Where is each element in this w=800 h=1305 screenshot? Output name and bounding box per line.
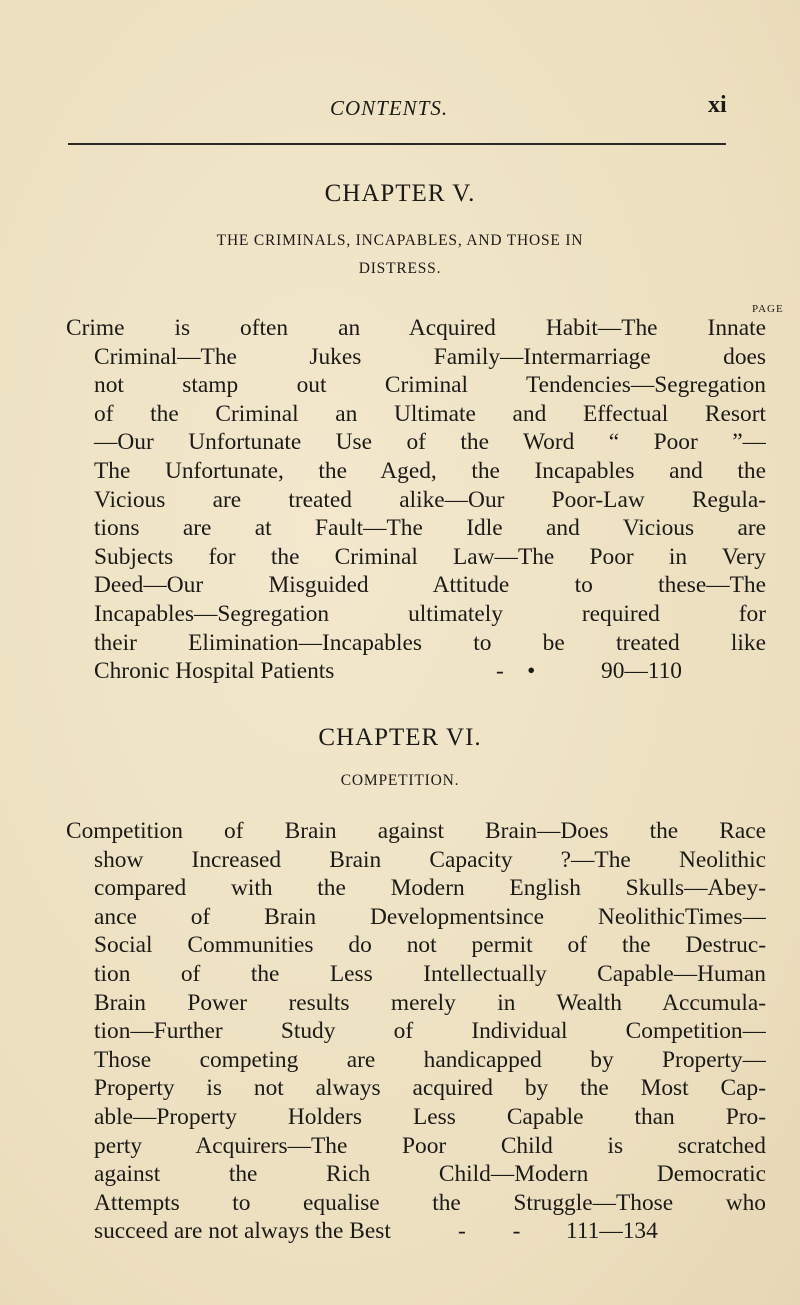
- page-range: 90—110: [601, 658, 682, 685]
- running-head: CONTENTS.: [330, 96, 449, 120]
- summary-line: —Our Unfortunate Use of the Word “ Poor ”—: [94, 429, 766, 456]
- chapter-6-summary: [66, 817, 766, 1246]
- dot-leader: - •: [496, 658, 536, 685]
- summary-line: compared with the Modern English Skulls—Abey-: [94, 875, 766, 902]
- summary-line: tion—Further Study of Individual Competition—: [94, 1018, 766, 1045]
- summary-line: Vicious are treated alike—Our Poor-Law Regula-: [94, 486, 766, 513]
- summary-line: Subjects for the Criminal Law—The Poor in Very: [94, 543, 766, 570]
- chapter-5-summary: [66, 314, 766, 686]
- summary-line: Attempts to equalise the Struggle—Those who: [94, 1189, 766, 1216]
- summary-last-text: succeed are not always the Best: [94, 1218, 391, 1245]
- chapter-6-subtitle: COMPETITION.: [340, 772, 460, 789]
- summary-line: ance of Brain Developmentsince NeolithicTimes—: [94, 903, 766, 930]
- summary-last-line: [66, 657, 766, 686]
- summary-line: Deed—Our Misguided Attitude to these—The: [94, 572, 766, 599]
- summary-line: against the Rich Child—Modern Democratic: [94, 1161, 766, 1188]
- summary-line: Brain Power results merely in Wealth Accumula-: [94, 989, 766, 1016]
- summary-line: of the Criminal an Ultimate and Effectual Resort: [94, 400, 766, 427]
- summary-line: Competition of Brain against Brain—Does the Race: [66, 818, 766, 844]
- summary-line: perty Acquirers—The Poor Child is scratched: [94, 1132, 766, 1159]
- chapter-5-subtitle-line2: DISTRESS.: [358, 260, 442, 277]
- chapter-5-subtitle-line1: THE CRIMINALS, INCAPABLES, AND THOSE IN: [216, 232, 584, 249]
- summary-line: show Increased Brain Capacity ?—The Neolithic: [94, 846, 766, 873]
- page-number: xi: [708, 92, 727, 118]
- summary-line: Social Communities do not permit of the Destruc-: [94, 932, 766, 959]
- summary-line: Those competing are handicapped by Property—: [94, 1046, 766, 1073]
- dot-leader: - -: [458, 1218, 521, 1245]
- summary-line: Crime is often an Acquired Habit—The Innate: [66, 315, 766, 341]
- summary-line: Incapables—Segregation ultimately required for: [94, 600, 766, 627]
- summary-line: able—Property Holders Less Capable than Pro-: [94, 1103, 766, 1130]
- summary-last-text: Chronic Hospital Patients: [94, 658, 335, 685]
- summary-line: Criminal—The Jukes Family—Intermarriage does: [94, 343, 766, 370]
- summary-line: tions are at Fault—The Idle and Vicious are: [94, 515, 766, 542]
- page-range: 111—134: [566, 1218, 658, 1245]
- chapter-5-heading: CHAPTER V.: [324, 180, 476, 207]
- chapter-6-heading: CHAPTER VI.: [318, 724, 482, 751]
- summary-line: Property is not always acquired by the Most Cap-: [94, 1075, 766, 1102]
- summary-line: their Elimination—Incapables to be treated like: [94, 629, 766, 656]
- summary-last-line: [66, 1217, 766, 1246]
- summary-line: tion of the Less Intellectually Capable—Human: [94, 960, 766, 987]
- header-rule: [68, 143, 726, 145]
- summary-line: not stamp out Criminal Tendencies—Segregation: [94, 372, 766, 399]
- page-column-label: PAGE: [752, 303, 784, 315]
- summary-line: The Unfortunate, the Aged, the Incapables and the: [94, 457, 766, 484]
